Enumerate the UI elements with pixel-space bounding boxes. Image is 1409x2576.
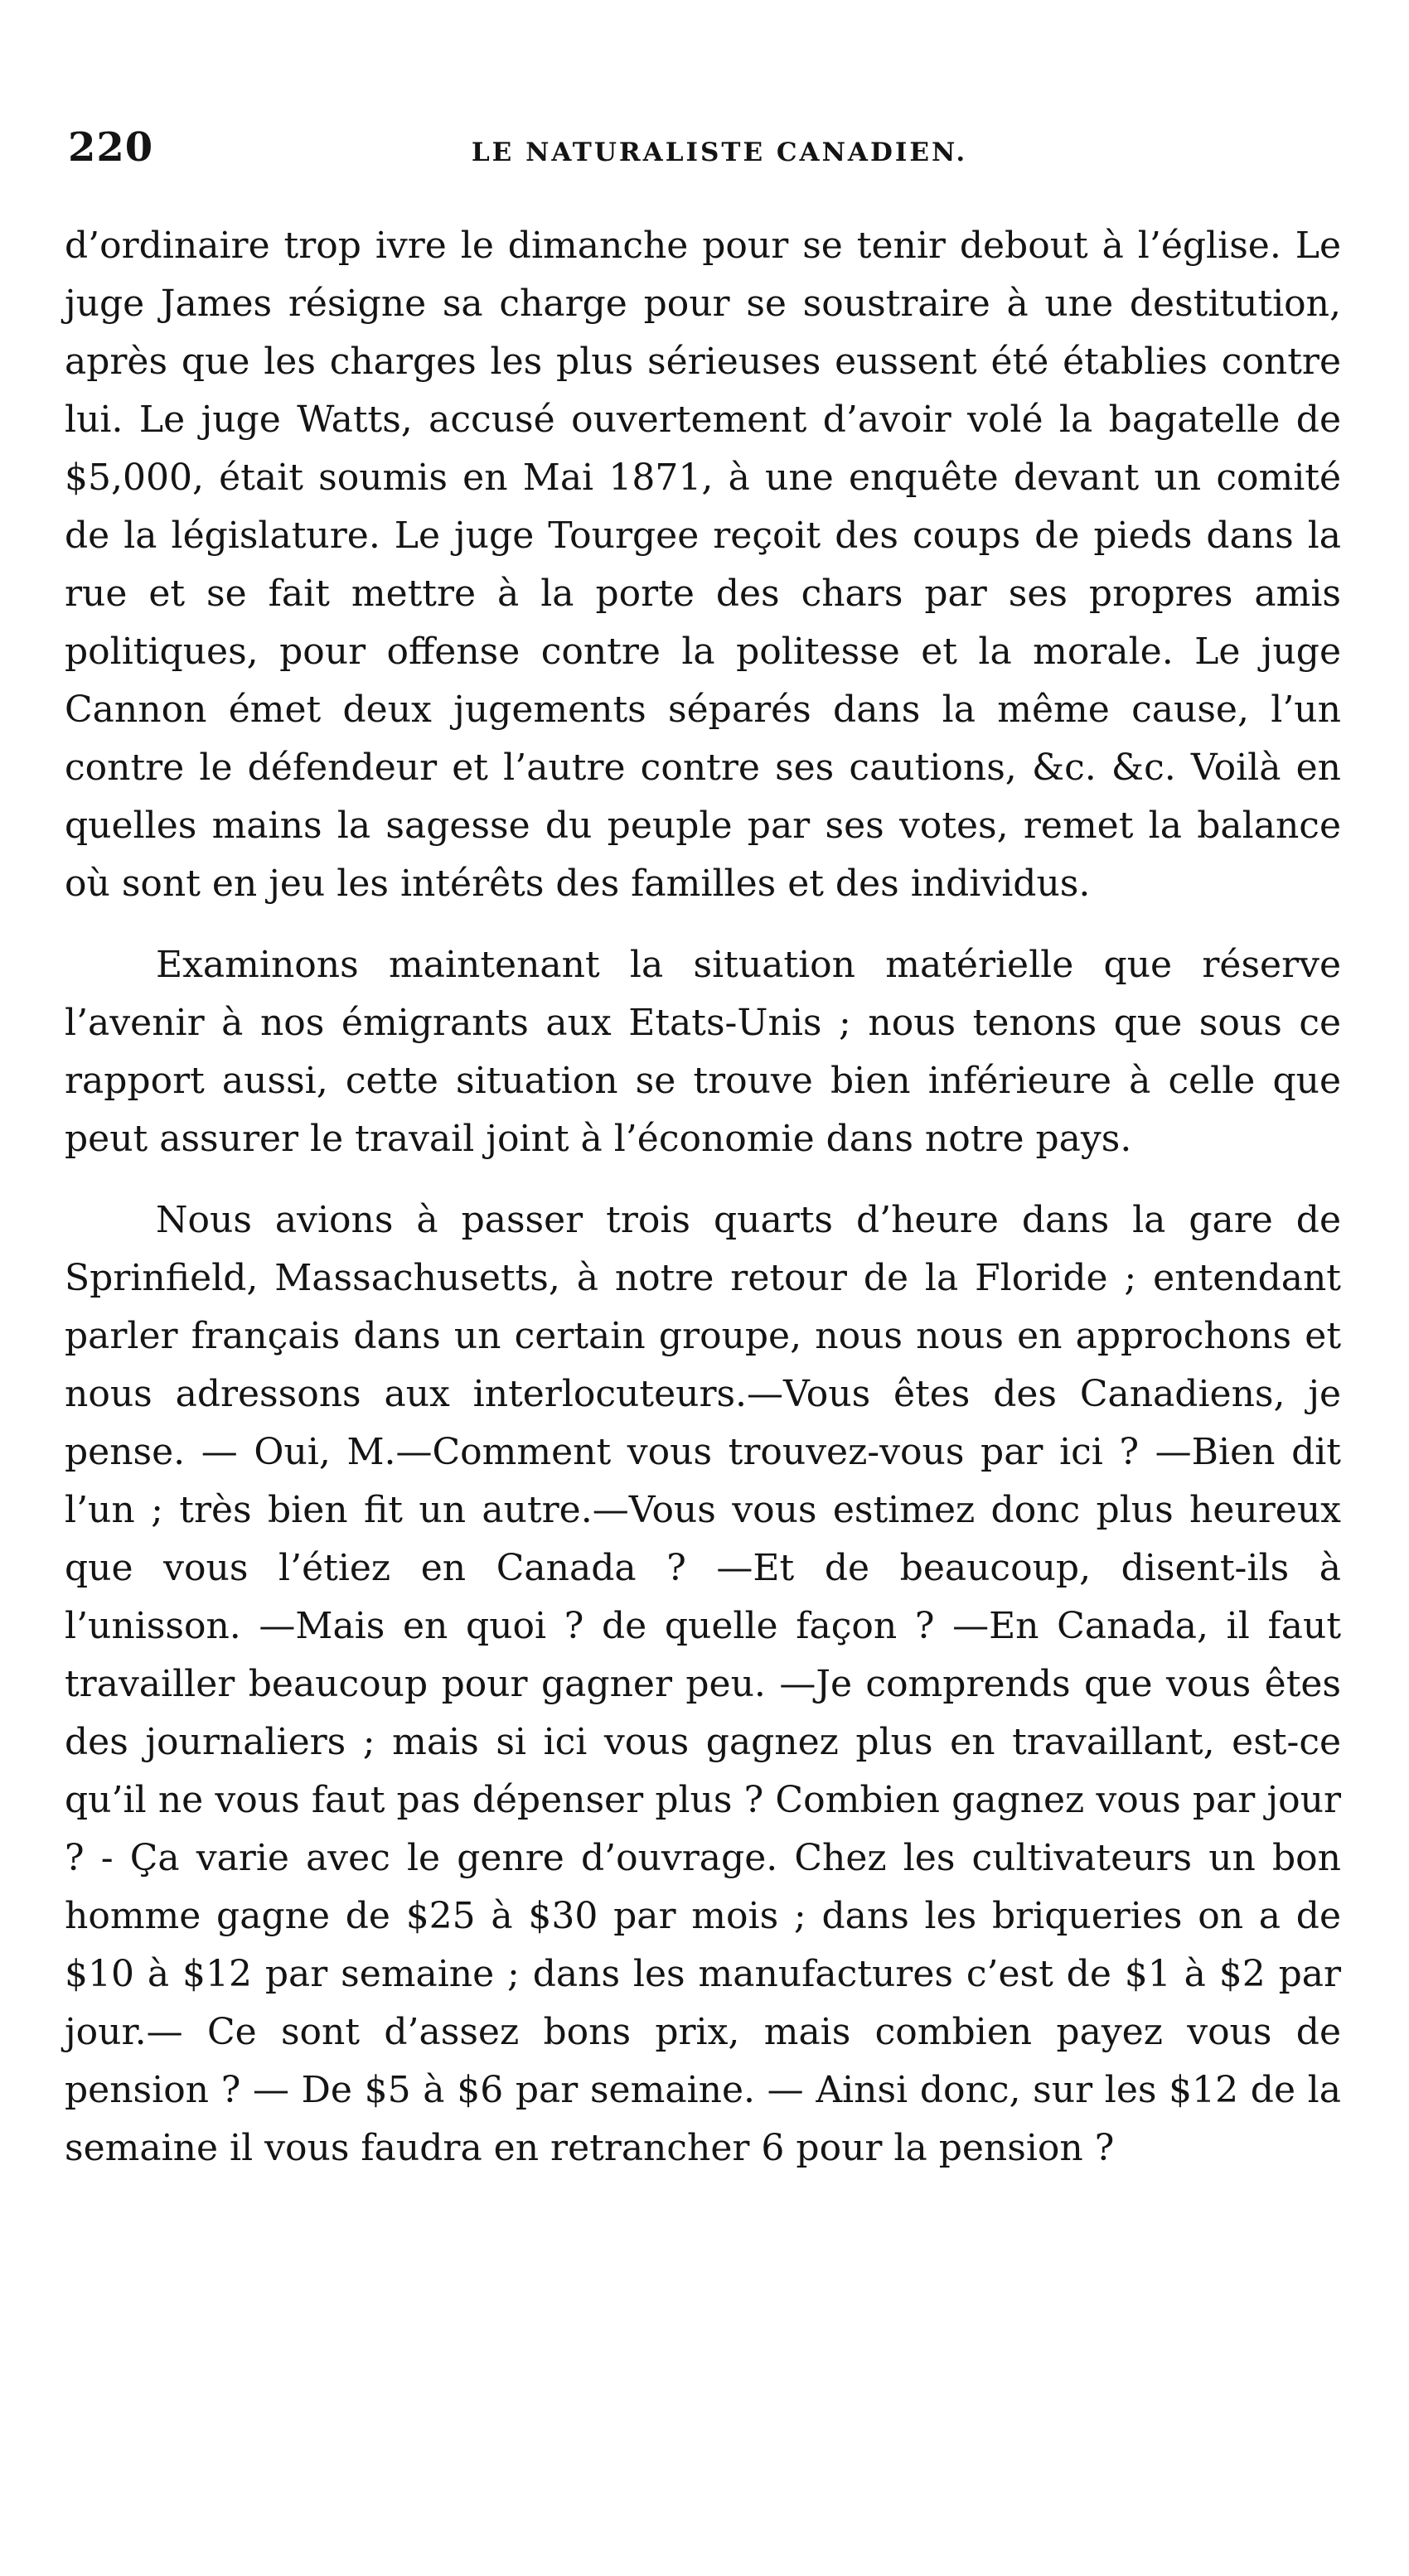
body-text (65, 217, 1341, 2177)
book-page (65, 116, 1341, 2544)
paragraph-situation: Examinons maintenant la situation matérielle que réserve l’avenir à nos émigrants aux Etats-Unis ; nous tenons que sous ce rapport aussi, cette situation se trouve bien inférieure à celle que peut assurer le travail joint à l’économie dans notre pays. (65, 944, 1341, 1160)
paragraph-continued: d’ordinaire trop ivre le dimanche pour se tenir debout à l’église. Le juge James résigne sa charge pour se soustraire à une destitution, après que les charges les plus sérieuses eussent été établies contre lui. Le juge Watts, accusé ouvertement d’avoir volé la bagatelle de $5,000, était soumis en Mai 1871, à une enquête devant un comité de la législature. Le juge Tourgee reçoit des coups de pieds dans la rue et se fait mettre à la porte des chars par ses propres amis politiques, pour offense contre la politesse et la morale. Le juge Cannon émet deux jugements séparés dans la même cause, l’un contre le défendeur et l’autre contre ses cautions, &c. &c. Voilà en quelles mains la sagesse du peuple par ses votes, remet la balance où sont en jeu les intérêts des familles et des individus. (65, 225, 1341, 905)
journal-title: LE NATURALISTE CANADIEN. (471, 138, 968, 167)
paragraph-springfield: Nous avions à passer trois quarts d’heure dans la gare de Sprinfield, Massachusetts, à notre retour de la Floride ; entendant parler français dans un certain groupe, nous nous en approchons et nous adressons aux interlocuteurs.—Vous êtes des Canadiens, je pense. — Oui, M.—Comment vous trouvez-vous par ici ? —Bien dit l’un ; très bien fit un autre.—Vous vous estimez donc plus heureux que vous l’étiez en Canada ? —Et de beaucoup, disent-ils à l’unisson. —Mais en quoi ? de quelle façon ? —En Canada, il faut travailler beaucoup pour gagner peu. —Je comprends que vous êtes des journaliers ; mais si ici vous gagnez plus en travaillant, est-ce qu’il ne vous faut pas dépenser plus ? Combien gagnez vous par jour ? - Ça varie avec le genre d’ouvrage. Chez les cultivateurs un bon homme gagne de $25 à $30 par mois ; dans les briqueries on a de $10 à $12 par semaine ; dans les manufactures c’est de $1 à $2 par jour.— Ce sont d’assez bons prix, mais combien payez vous de pension ? — De $5 à $6 par semaine. — Ainsi donc, sur les $12 de la semaine il vous faudra en retrancher 6 pour la pension ? (65, 1199, 1341, 2169)
running-head (65, 116, 1341, 191)
page-number: 220 (68, 124, 154, 171)
